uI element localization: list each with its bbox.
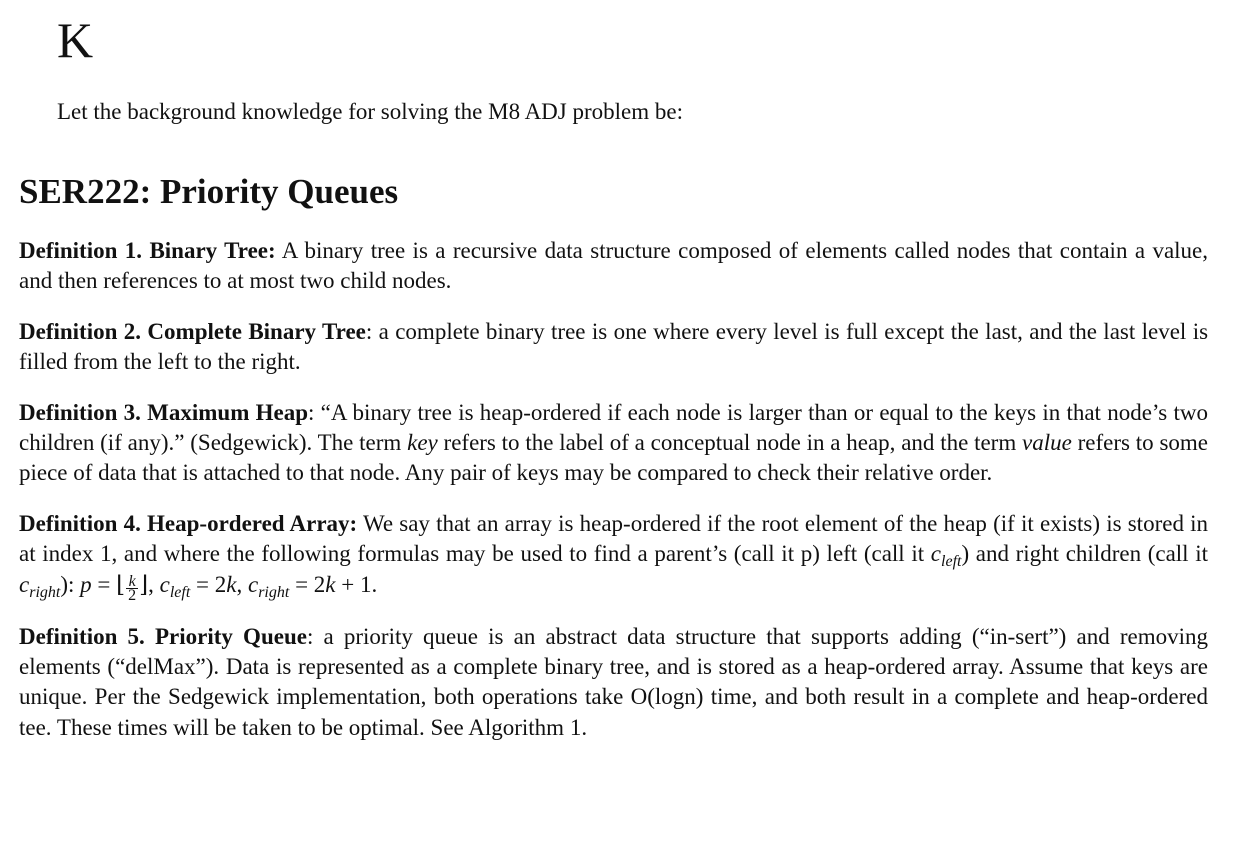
definition-1-text: A binary tree is a recursive data structure composed of elements called nodes that contain a value, and then references to at most two child nodes.: [19, 238, 1209, 294]
c-right-equals: = 2: [289, 571, 326, 597]
definition-4-text-c: ):: [60, 571, 81, 597]
definition-3-text-a: : “A binary tree is heap-ordered if each node is larger than or equal to the keys in that node’s two children (if any).” (Sedgewick). The term: [19, 399, 1209, 456]
definition-4: [19, 509, 1208, 602]
definition-4-text-b: ) and right children (call it: [961, 541, 1209, 567]
section-title: SER222: Priority Queues: [19, 172, 399, 211]
formula-separator-2: ,: [236, 571, 248, 597]
c-right-subscript: right: [29, 583, 61, 601]
definition-3-term: Maximum Heap: [147, 399, 309, 425]
c-left-var-formula: c: [159, 571, 170, 597]
floor-close: ⌋: [139, 571, 149, 597]
fraction-denominator: 2: [128, 586, 137, 604]
floor-open: ⌊: [116, 571, 126, 597]
plus-one: + 1.: [335, 571, 378, 597]
c-left-var: c: [930, 541, 942, 567]
definition-2-label: Definition 2.: [19, 318, 142, 344]
definition-3: [19, 398, 1208, 489]
header-letter: K: [57, 12, 94, 68]
definition-4-term: Heap-ordered Array:: [147, 510, 358, 536]
definition-3-value-word: value: [1022, 430, 1072, 456]
definition-3-key-word: key: [407, 430, 438, 456]
definition-5-term: Priority Queue: [154, 623, 307, 649]
c-right-var: c: [19, 571, 30, 597]
fraction-k-over-2: [126, 572, 138, 604]
p-equals: =: [91, 571, 117, 597]
definition-3-text-b: refers to the label of a conceptual node in a heap, and the term: [437, 430, 1023, 456]
formula-separator-1: ,: [148, 571, 160, 597]
fraction-numerator: k: [126, 575, 138, 589]
definition-1: [19, 236, 1208, 297]
definition-5-label: Definition 5.: [19, 623, 145, 649]
definition-3-text-c: refers to some piece of data that is attached to that node. Any pair of keys may be compared to check their relative order.: [19, 430, 1208, 486]
definition-3-label: Definition 3.: [19, 399, 141, 425]
definition-2-text: : a complete binary tree is one where every level is full except the last, and the last level is filled from the left to the right.: [19, 318, 1209, 375]
c-left-subscript: left: [941, 553, 962, 571]
definition-2: [19, 317, 1208, 378]
c-right-var-formula: c: [247, 571, 259, 597]
definition-4-text-a: We say that an array is heap-ordered if the root element of the heap (if it exists) is stored in at index 1, and where the following formulas may be used to find a parent’s (call it p) left (call it: [19, 510, 1209, 567]
definition-5: [19, 622, 1208, 744]
definition-5-text: : a priority queue is an abstract data structure that supports adding (“in-sert”) and removing elements (“delMax”). Data is represented as a complete binary tree, and is stored as a heap-ordered array. Assume that keys are unique. Per the Sedgewick implementation, both operations take O(logn) time, and both result in a complete and heap-ordered tee. These times will be taken to be optimal. See Algorithm 1.: [19, 623, 1209, 740]
c-left-equals: = 2: [190, 571, 227, 597]
c-right-subscript-formula: right: [258, 583, 290, 601]
definition-4-label: Definition 4.: [19, 510, 141, 536]
intro-text: Let the background knowledge for solving the M8 ADJ problem be:: [57, 99, 683, 124]
definition-1-label: Definition 1.: [19, 238, 143, 263]
c-left-subscript-formula: left: [169, 583, 191, 601]
definition-2-term: Complete Binary Tree: [147, 318, 366, 344]
definition-1-term: Binary Tree:: [149, 238, 276, 263]
definitions-list: [19, 236, 1208, 763]
k-var-right: k: [325, 571, 336, 597]
p-var: p: [80, 571, 92, 597]
k-var-left: k: [226, 571, 237, 597]
